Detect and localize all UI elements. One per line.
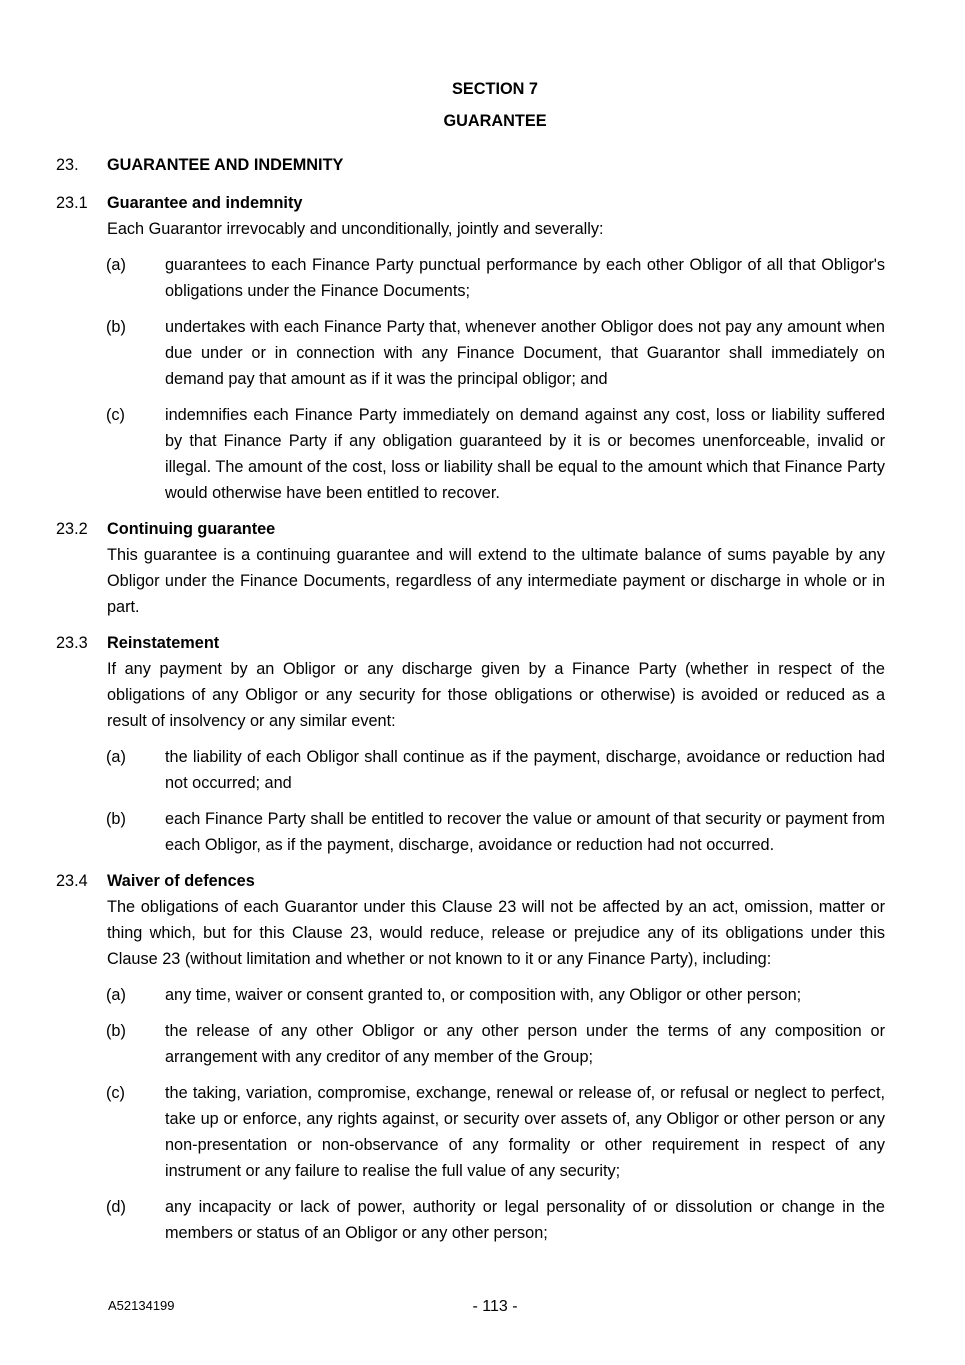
section-number: SECTION 7 xyxy=(452,80,538,98)
section-title: GUARANTEE xyxy=(443,112,547,130)
clause-23-2-body: This guarantee is a continuing guarantee and will extend to the ultimate balance of sums payable by any Obligor under the Finance Documents, regardless of any intermediate payment or discharge in whole or in part. xyxy=(107,546,885,616)
clause-23-4-item-b-label: (b) xyxy=(106,1022,126,1040)
clause-23-2-title: Continuing guarantee xyxy=(107,520,276,538)
clause-23-3-body: If any payment by an Obligor or any discharge given by a Finance Party (whether in respect of the obligations of any Obligor or any security for those obligations or otherwise) is avoided or reduced as a result of insolvency or any similar event: xyxy=(107,660,885,730)
clause-23-4-title: Waiver of defences xyxy=(107,872,255,890)
clause-23-3-item-a-label: (a) xyxy=(106,748,126,766)
clause-23-4-item-a-text: any time, waiver or consent granted to, or composition with, any Obligor or other person; xyxy=(165,986,802,1004)
clause-23-4-item-d-label: (d) xyxy=(106,1198,126,1216)
clause-23-2-number: 23.2 xyxy=(56,520,88,538)
clause-23-4-item-c-label: (c) xyxy=(106,1084,125,1102)
clause-title: GUARANTEE AND INDEMNITY xyxy=(107,156,344,174)
clause-23-1-intro: Each Guarantor irrevocably and unconditionally, jointly and severally: xyxy=(107,220,604,238)
clause-23-1-item-a-text: guarantees to each Finance Party punctual performance by each other Obligor of all that Obligor's obligations under the Finance Documents; xyxy=(165,256,885,300)
clause-23-1-item-c-label: (c) xyxy=(106,406,125,424)
clause-23-4-item-c-text: the taking, variation, compromise, exchange, renewal or release of, or refusal or neglect to perfect, take up or enforce, any rights against, or security over assets of, any Obligor or other person or any non-presentation or non-observance of any formality or other requirement in respect of any instrument or any failure to realise the full value of any security; xyxy=(165,1084,885,1180)
clause-23-1-title: Guarantee and indemnity xyxy=(107,194,303,212)
clause-23-3-item-b-label: (b) xyxy=(106,810,126,828)
clause-23-3-title: Reinstatement xyxy=(107,634,220,652)
clause-23-4-item-b-text: the release of any other Obligor or any other person under the terms of any composition or arrangement with any creditor of any member of the Group; xyxy=(165,1022,885,1066)
page-number: - 113 - xyxy=(472,1298,518,1315)
clause-23-3-item-b-text: each Finance Party shall be entitled to recover the value or amount of that security or payment from each Obligor, as if the payment, discharge, avoidance or reduction had not occurred. xyxy=(165,810,885,854)
document-reference: A52134199 xyxy=(108,1298,175,1313)
clause-23-4-item-d-text: any incapacity or lack of power, authority or legal personality of or dissolution or change in the members or status of an Obligor or any other person; xyxy=(165,1198,885,1242)
clause-23-3-number: 23.3 xyxy=(56,634,88,652)
clause-23-4-number: 23.4 xyxy=(56,872,88,890)
clause-23-1-item-b-label: (b) xyxy=(106,318,126,336)
clause-23-1-item-a-label: (a) xyxy=(106,256,126,274)
clause-23-1-number: 23.1 xyxy=(56,194,88,212)
clause-23-4-body: The obligations of each Guarantor under this Clause 23 will not be affected by an act, omission, matter or thing which, but for this Clause 23, would reduce, release or prejudice any of its obligations under this Clause 23 (without limitation and whether or not known to it or any Finance Party), including: xyxy=(107,898,885,968)
clause-number: 23. xyxy=(56,156,79,174)
clause-23-4-item-a-label: (a) xyxy=(106,986,126,1004)
clause-23-1-item-b-text: undertakes with each Finance Party that, whenever another Obligor does not pay any amount when due under or in connection with any Finance Document, that Guarantor shall immediately on demand pay that amount as if it was the principal obligor; and xyxy=(165,318,885,388)
clause-23-3-item-a-text: the liability of each Obligor shall continue as if the payment, discharge, avoidance or reduction had not occurred; and xyxy=(165,748,885,792)
clause-23-1-item-c-text: indemnifies each Finance Party immediately on demand against any cost, loss or liability suffered by that Finance Party if any obligation guaranteed by it is or becomes unenforceable, invalid or illegal. The amount of the cost, loss or liability shall be equal to the amount which that Finance Party would otherwise have been entitled to recover. xyxy=(165,406,885,502)
